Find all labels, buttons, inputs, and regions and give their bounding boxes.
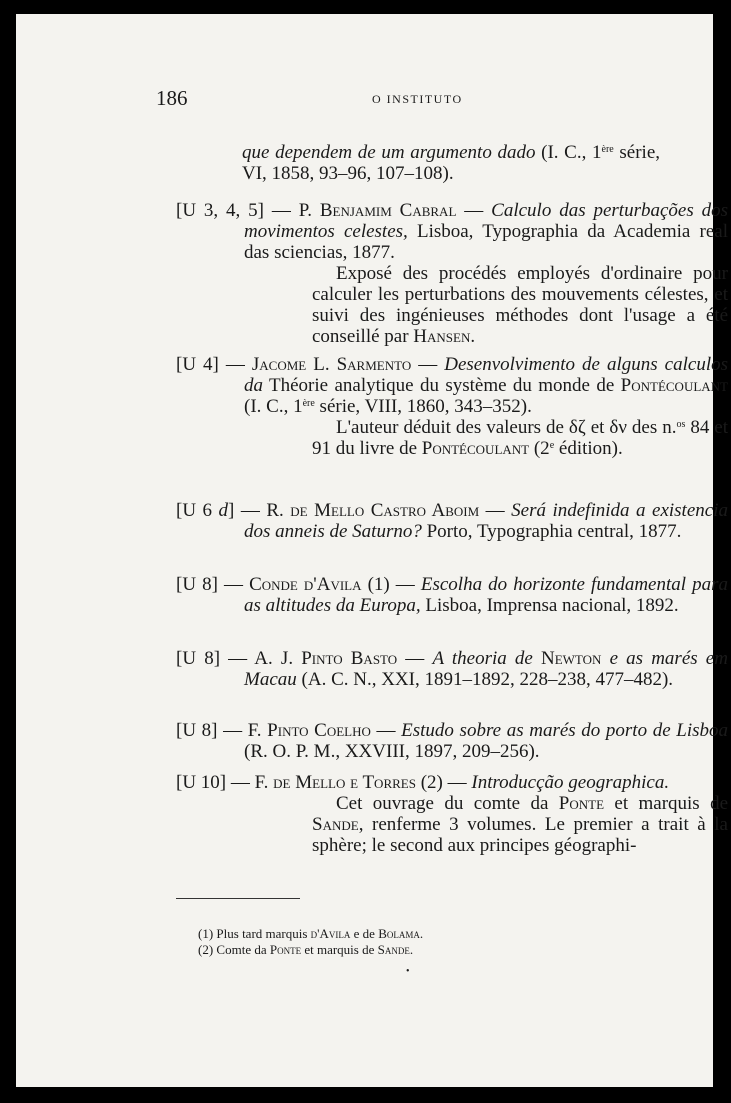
entry-title: Desenvolvimento de alguns calculos da bbox=[244, 354, 728, 396]
entry-publication: Porto, Typographia central, 1877. bbox=[421, 521, 682, 542]
footnote-marker: (1) bbox=[361, 574, 390, 595]
entry-publication: Lisboa, Imprensa nacional, 1892. bbox=[420, 595, 679, 616]
entry-reference: [U 3, 4, 5] — P. bbox=[176, 200, 320, 221]
entry-title: Estudo sobre as marés do porto de Lisboa bbox=[401, 720, 729, 741]
bibliography-entry-continuation: que dependem de um argumento dado (I. C., 1ère série, VI, 1858, 93–96, 107–108). bbox=[242, 142, 660, 184]
page-number: 186 bbox=[156, 86, 188, 110]
entry-publication: (A. C. N., XXI, 1891–1892, 228–238, 477–482). bbox=[296, 669, 674, 690]
entry-publication: (R. O. P. M., XXVIII, 1897, 209–256). bbox=[244, 741, 540, 762]
entry-note: L'auteur déduit des valeurs de δζ et δν des n.$^{os}$ 84 et 91 du livre de Pontécoulant (2e édition). bbox=[312, 417, 728, 459]
bibliography-entry: [U 8] — Conde d'Avila (1) — Escolha do horizonte fundamental para as altitudes da Europa, Lisboa, Imprensa nacional, 1892. bbox=[176, 574, 728, 616]
entry-reference: [U 10] — F. bbox=[176, 772, 274, 793]
entry-reference: [U 6 d] — R. bbox=[176, 500, 291, 521]
bibliography-entry: [U 10] — F. de Mello e Torres (2) — Introducção geographica. Cet ouvrage du comte da Ponte et marquis de Sande, renferme 3 volumes. Le premier a trait à la sphère; le second aux principes géographi- bbox=[176, 772, 729, 856]
printer-dot: • bbox=[406, 966, 410, 977]
footnote-marker: (2) bbox=[415, 772, 443, 793]
entry-author: Jacome L. Sarmento bbox=[251, 354, 412, 375]
bibliography-entry: [U 3, 4, 5] — P. Benjamim Cabral — Calculo das perturbações dos movimentos celestes, Lisboa, Typographia da Academia real das sciencias, 1877. Exposé des procédés employés d'ordinaire pour calculer les perturbations des mouvements célestes, et suivi des ingénieuses méthodes dont l'usage a été conseillé par Hansen. bbox=[176, 200, 729, 347]
page-header bbox=[156, 86, 636, 114]
bibliography-entry: [U 4] — Jacome L. Sarmento — Desenvolvimento de alguns calculos da Théorie analytique du système du monde de Pontécoulant (I. C., 1ère série, VIII, 1860, 343–352). L'auteur déduit des valeurs de δζ et δν des n.$^{os}$ 84 et 91 du livre de Pontécoulant (2e édition). bbox=[176, 354, 728, 459]
footnote-2: (2) Comte da Ponte et marquis de Sande. bbox=[198, 942, 414, 957]
entry-reference: [U 8] — F. bbox=[176, 720, 268, 741]
running-title: O INSTITUTO bbox=[372, 92, 463, 106]
entry-author: Benjamim Cabral bbox=[319, 200, 457, 221]
entry-author: Conde d'Avila bbox=[249, 574, 362, 595]
entry-title: A theoria de Newton e as marés em Macau bbox=[244, 648, 728, 690]
entry-publication: Lisboa, Typographia da Academia real das sciencias, 1877. bbox=[244, 221, 728, 263]
bibliography-entry: [U 8] — F. Pinto Coelho — Estudo sobre as marés do porto de Lisboa (R. O. P. M., XXVIII, 1897, 209–256). bbox=[176, 720, 729, 762]
book-page bbox=[16, 14, 729, 1087]
entry-reference: [U 8] — A. J. bbox=[176, 648, 302, 669]
footnotes bbox=[198, 926, 598, 958]
entry-title: Calculo das perturbações dos movimentos celestes, bbox=[244, 200, 729, 242]
entry-title: Escolha do horizonte fundamental para as altitudes da Europa, bbox=[244, 574, 728, 616]
footnote-1: (1) Plus tard marquis d'Avila e de Bolama. bbox=[198, 926, 424, 941]
entry-title: Será indefinida a existencia dos anneis de Saturno? bbox=[244, 500, 728, 542]
footnote-rule bbox=[176, 898, 300, 899]
entry-author: Pinto Coelho bbox=[267, 720, 371, 741]
entry-author: de Mello Castro Aboim bbox=[290, 500, 480, 521]
entry-title: Introducção geographica. bbox=[471, 772, 670, 793]
entry-reference: [U 4] — bbox=[176, 354, 252, 375]
entry-author: de Mello e Torres bbox=[273, 772, 416, 793]
entry-note: Exposé des procédés employés d'ordinaire pour calculer les perturbations des mouvements célestes, et suivi des ingénieuses méthodes dont l'usage a été conseillé par Hansen. bbox=[312, 263, 728, 347]
bibliography-entry: [U 8] — A. J. Pinto Basto — A theoria de Newton e as marés em Macau (A. C. N., XXI, 1891–1892, 228–238, 477–482). bbox=[176, 648, 728, 690]
entry-title: que dependem de um argumento dado bbox=[242, 142, 536, 163]
bibliography-entry: [U 6 d] — R. de Mello Castro Aboim — Será indefinida a existencia dos anneis de Saturno? Porto, Typographia central, 1877. bbox=[176, 500, 728, 542]
entry-reference: [U 8] — bbox=[176, 574, 250, 595]
entry-note: Cet ouvrage du comte da Ponte et marquis de Sande, renferme 3 volumes. Le premier a trait à la sphère; le second aux principes géographi- bbox=[312, 793, 729, 856]
entry-author: Pinto Basto bbox=[301, 648, 398, 669]
